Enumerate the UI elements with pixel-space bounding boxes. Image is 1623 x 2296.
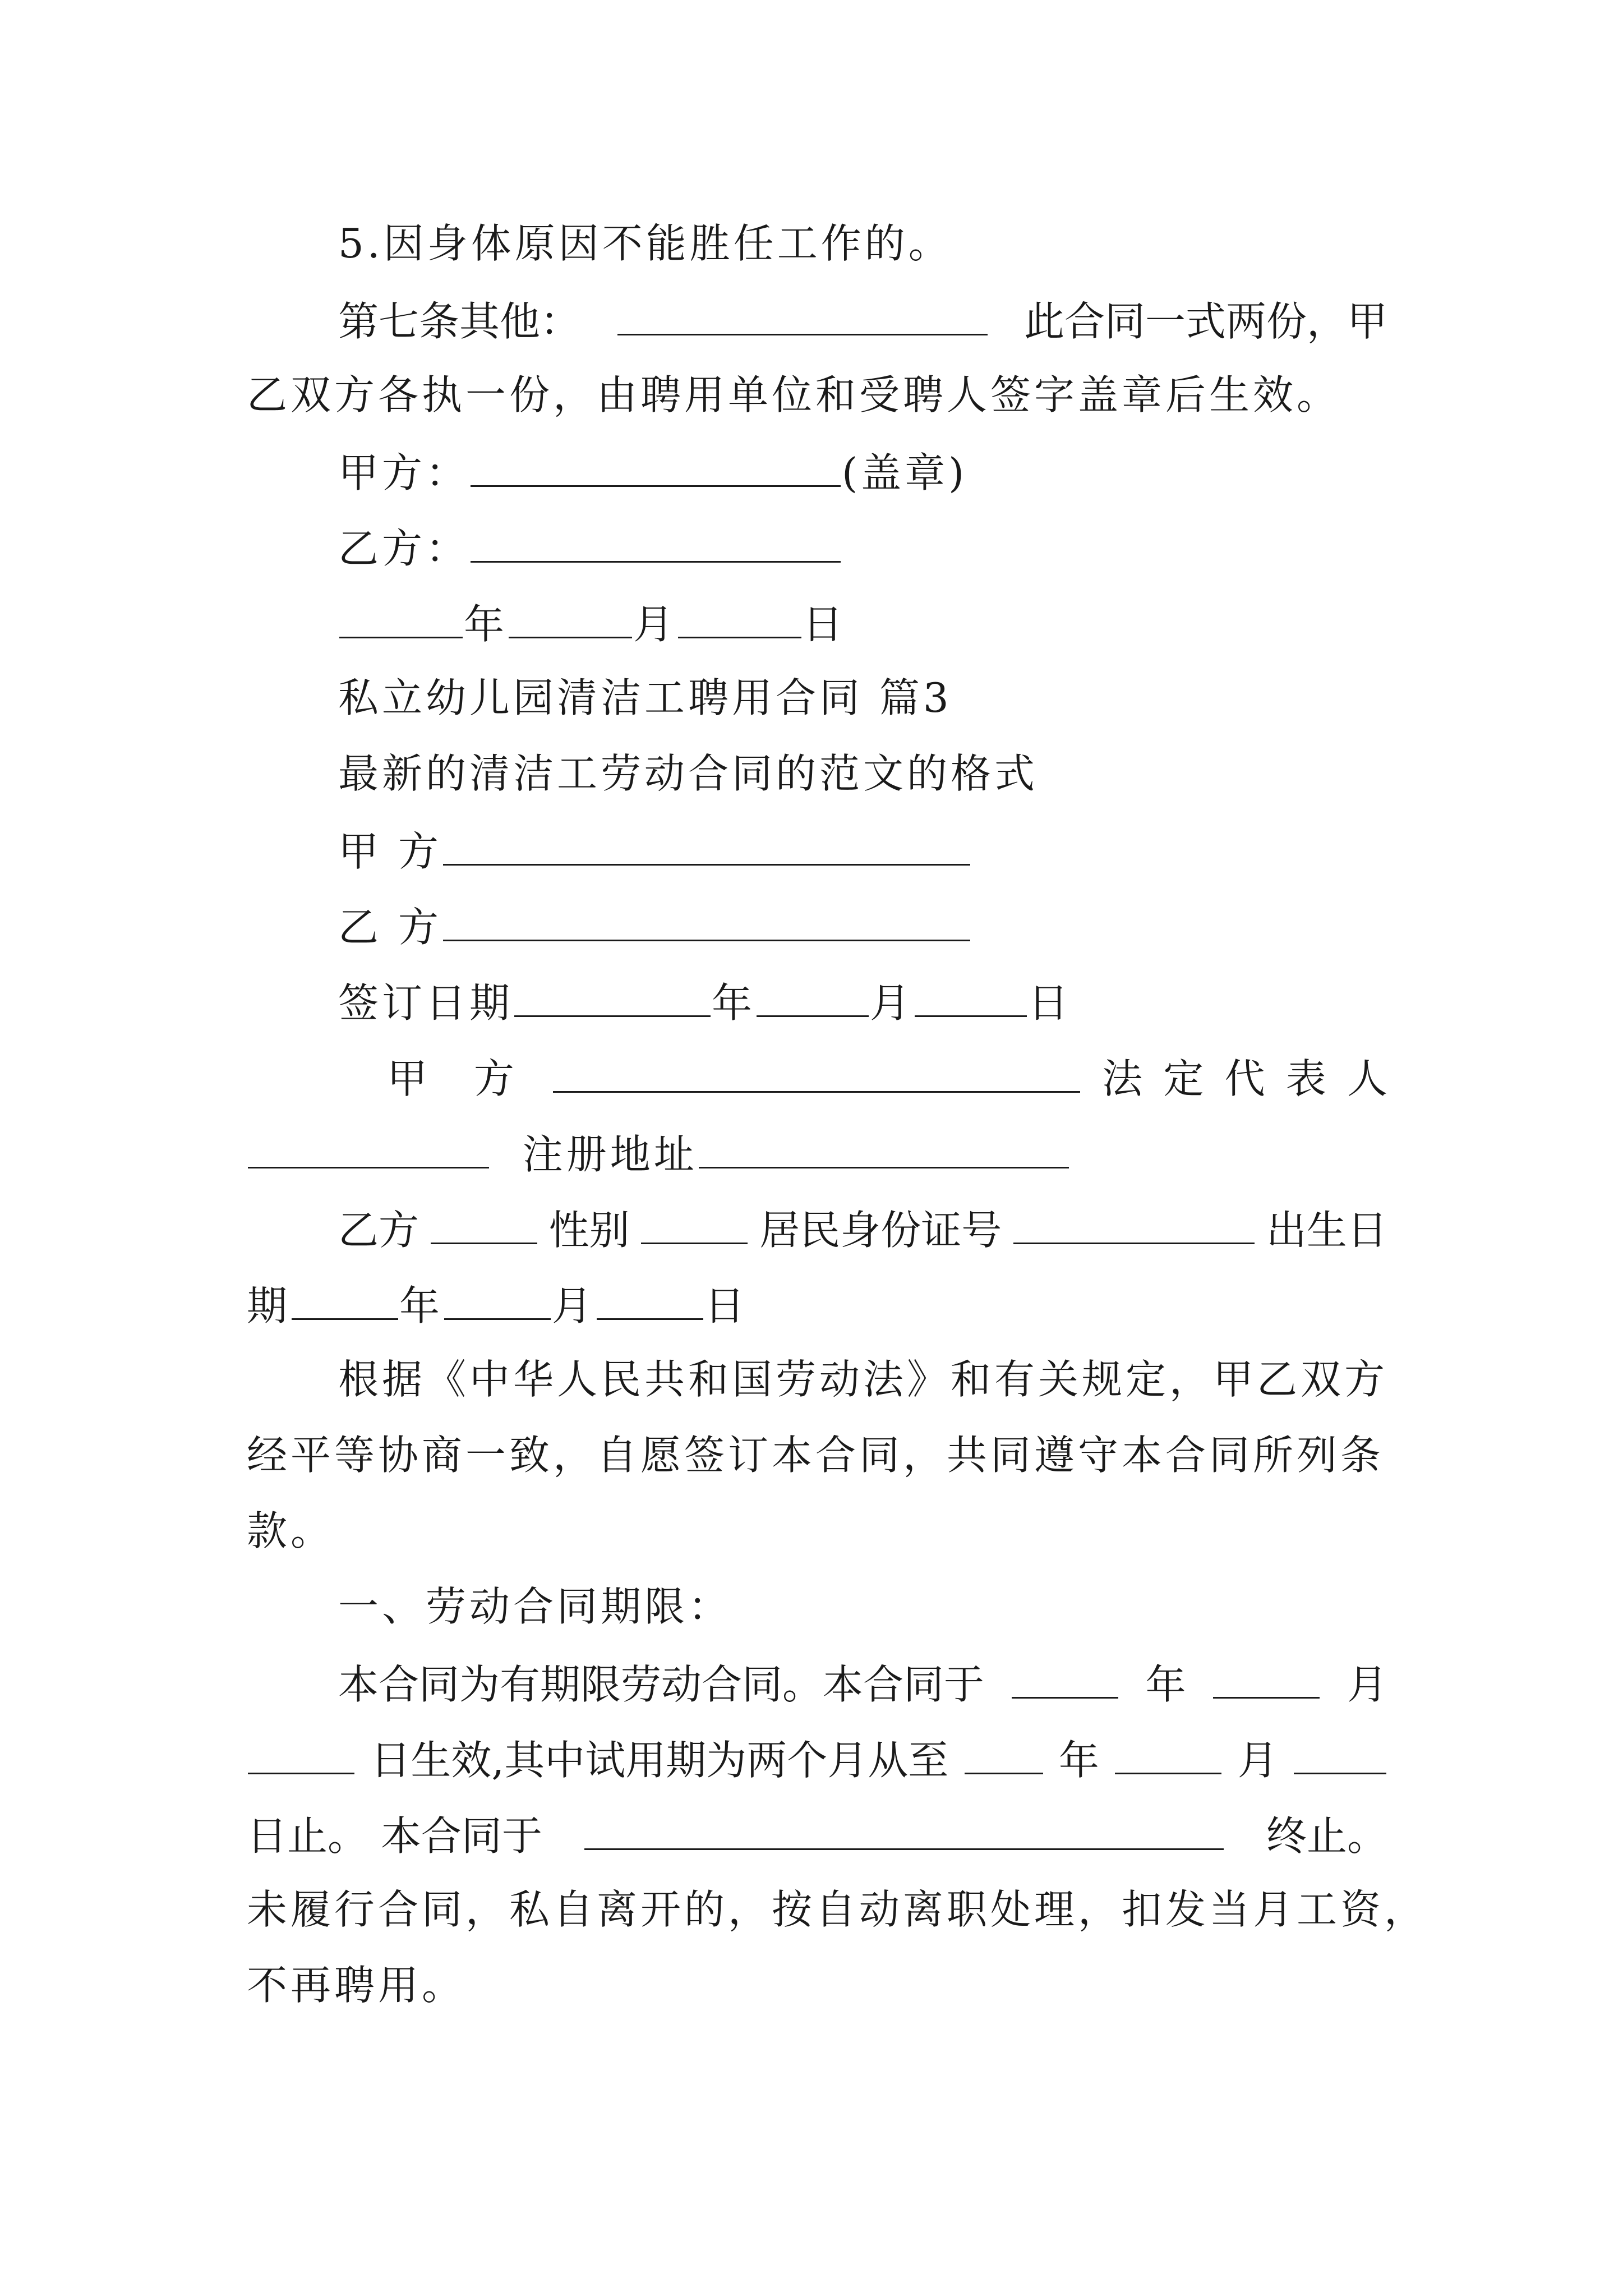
text: 乙 方 (338, 904, 442, 951)
fill-blank (292, 1283, 398, 1320)
text-line (338, 1356, 1479, 1403)
fill-blank (553, 1056, 1080, 1093)
text: 乙方： (338, 525, 470, 572)
fill-blank (1012, 1662, 1118, 1699)
text: 款。 (247, 1507, 335, 1554)
fill-blank (597, 1283, 703, 1320)
text-line (338, 298, 1387, 345)
text-line (338, 828, 1479, 875)
section-heading (338, 674, 1479, 721)
text: 甲方： (338, 449, 470, 496)
text-line (247, 1737, 1387, 1784)
text-line (338, 904, 1479, 951)
fill-blank (699, 1132, 1069, 1168)
fill-blank (509, 602, 632, 638)
text-line (247, 1812, 1387, 1860)
text: 本合同为有期限劳动合同。本合同于 (338, 1661, 985, 1708)
text: 此合同一式两份，甲 (1023, 298, 1387, 345)
text: 经平等协商一致，自愿签订本合同，共同遵守本合同所列条 (247, 1432, 1385, 1479)
fill-blank (514, 981, 711, 1017)
fill-blank (584, 1814, 1224, 1850)
text-line (247, 1131, 1387, 1178)
text-line (338, 220, 1479, 267)
fill-blank (443, 829, 970, 866)
fill-blank (617, 299, 988, 335)
fill-blank (471, 526, 841, 563)
fill-blank (443, 905, 970, 941)
fill-blank (915, 981, 1027, 1017)
text: 代 (1224, 1055, 1265, 1102)
text-line (338, 1661, 1387, 1708)
text: 出生日 (1266, 1207, 1387, 1254)
text: 日 (803, 601, 847, 648)
text: 未履行合同，私自离开的，按自动离职处理，扣发当月工资， (247, 1886, 1428, 1933)
text-line (247, 371, 1387, 418)
text-line (247, 1886, 1428, 1933)
text: 法 (1102, 1055, 1143, 1102)
text: 年 (712, 979, 756, 1027)
date-line (338, 601, 1479, 648)
text: (盖章) (842, 449, 968, 496)
text-line (338, 449, 1479, 496)
heading-text: 一、劳动合同期限： (338, 1583, 732, 1630)
text-line (247, 1432, 1387, 1479)
text: 5.因身体原因不能胜任工作的。 (338, 220, 952, 267)
text: 甲 方 (387, 1055, 531, 1102)
fill-blank (1115, 1738, 1221, 1774)
fill-blank (431, 1208, 537, 1244)
text-line (247, 1507, 1387, 1554)
text: 最新的清洁工劳动合同的范文的格式 (338, 750, 1039, 797)
text: 乙方 (338, 1207, 419, 1254)
text: 乙双方各执一份，由聘用单位和受聘人签字盖章后生效。 (247, 371, 1341, 418)
heading-text: 私立幼儿园清洁工聘用合同 篇3 (338, 674, 952, 721)
text: 日 (704, 1282, 749, 1329)
fill-blank (757, 981, 869, 1017)
text: 根据《中华人民共和国劳动法》和有关规定，甲乙双方 (338, 1356, 1389, 1403)
text: 人 (1347, 1055, 1387, 1102)
text-line (338, 750, 1479, 797)
text-line (247, 1962, 1387, 2009)
text: 年 (1145, 1661, 1186, 1708)
text: 年 (1058, 1737, 1099, 1784)
text: 月 (633, 601, 677, 648)
text: 表 (1285, 1055, 1326, 1102)
fill-blank (1294, 1738, 1386, 1774)
text: 期 (247, 1282, 291, 1329)
text: 居民身份证号 (759, 1207, 1002, 1254)
text-line (387, 1055, 1387, 1102)
text: 性别 (548, 1207, 630, 1254)
fill-blank (1013, 1208, 1255, 1244)
text: 月 (1237, 1737, 1278, 1784)
text: 月 (870, 979, 914, 1027)
fill-blank (248, 1132, 489, 1168)
text: 月 (1347, 1661, 1387, 1708)
text: 日生效,其中试用期为两个月从至 (370, 1737, 949, 1784)
text: 月 (552, 1282, 596, 1329)
fill-blank (965, 1738, 1043, 1774)
text-line (338, 525, 1479, 572)
date-line (338, 979, 1479, 1027)
text: 终止。 (1266, 1812, 1387, 1860)
text: 年 (464, 601, 508, 648)
fill-blank (248, 1738, 354, 1774)
text: 定 (1163, 1055, 1204, 1102)
fill-blank (339, 602, 463, 638)
text-line (338, 1207, 1387, 1254)
text: 甲 方 (338, 828, 442, 875)
text: 注册地址 (522, 1131, 698, 1178)
text: 日止。 本合同于 (247, 1812, 542, 1860)
section-heading (338, 1583, 1479, 1630)
fill-blank (1213, 1662, 1320, 1699)
text: 不再聘用。 (247, 1962, 466, 2009)
text: 第七条其他： (338, 298, 581, 345)
date-line (247, 1282, 1387, 1329)
fill-blank (444, 1283, 551, 1320)
fill-blank (471, 450, 841, 487)
fill-blank (641, 1208, 748, 1244)
text: 日 (1028, 979, 1072, 1027)
fill-blank (678, 602, 801, 638)
text: 签订日期 (338, 979, 514, 1027)
text: 年 (399, 1282, 444, 1329)
